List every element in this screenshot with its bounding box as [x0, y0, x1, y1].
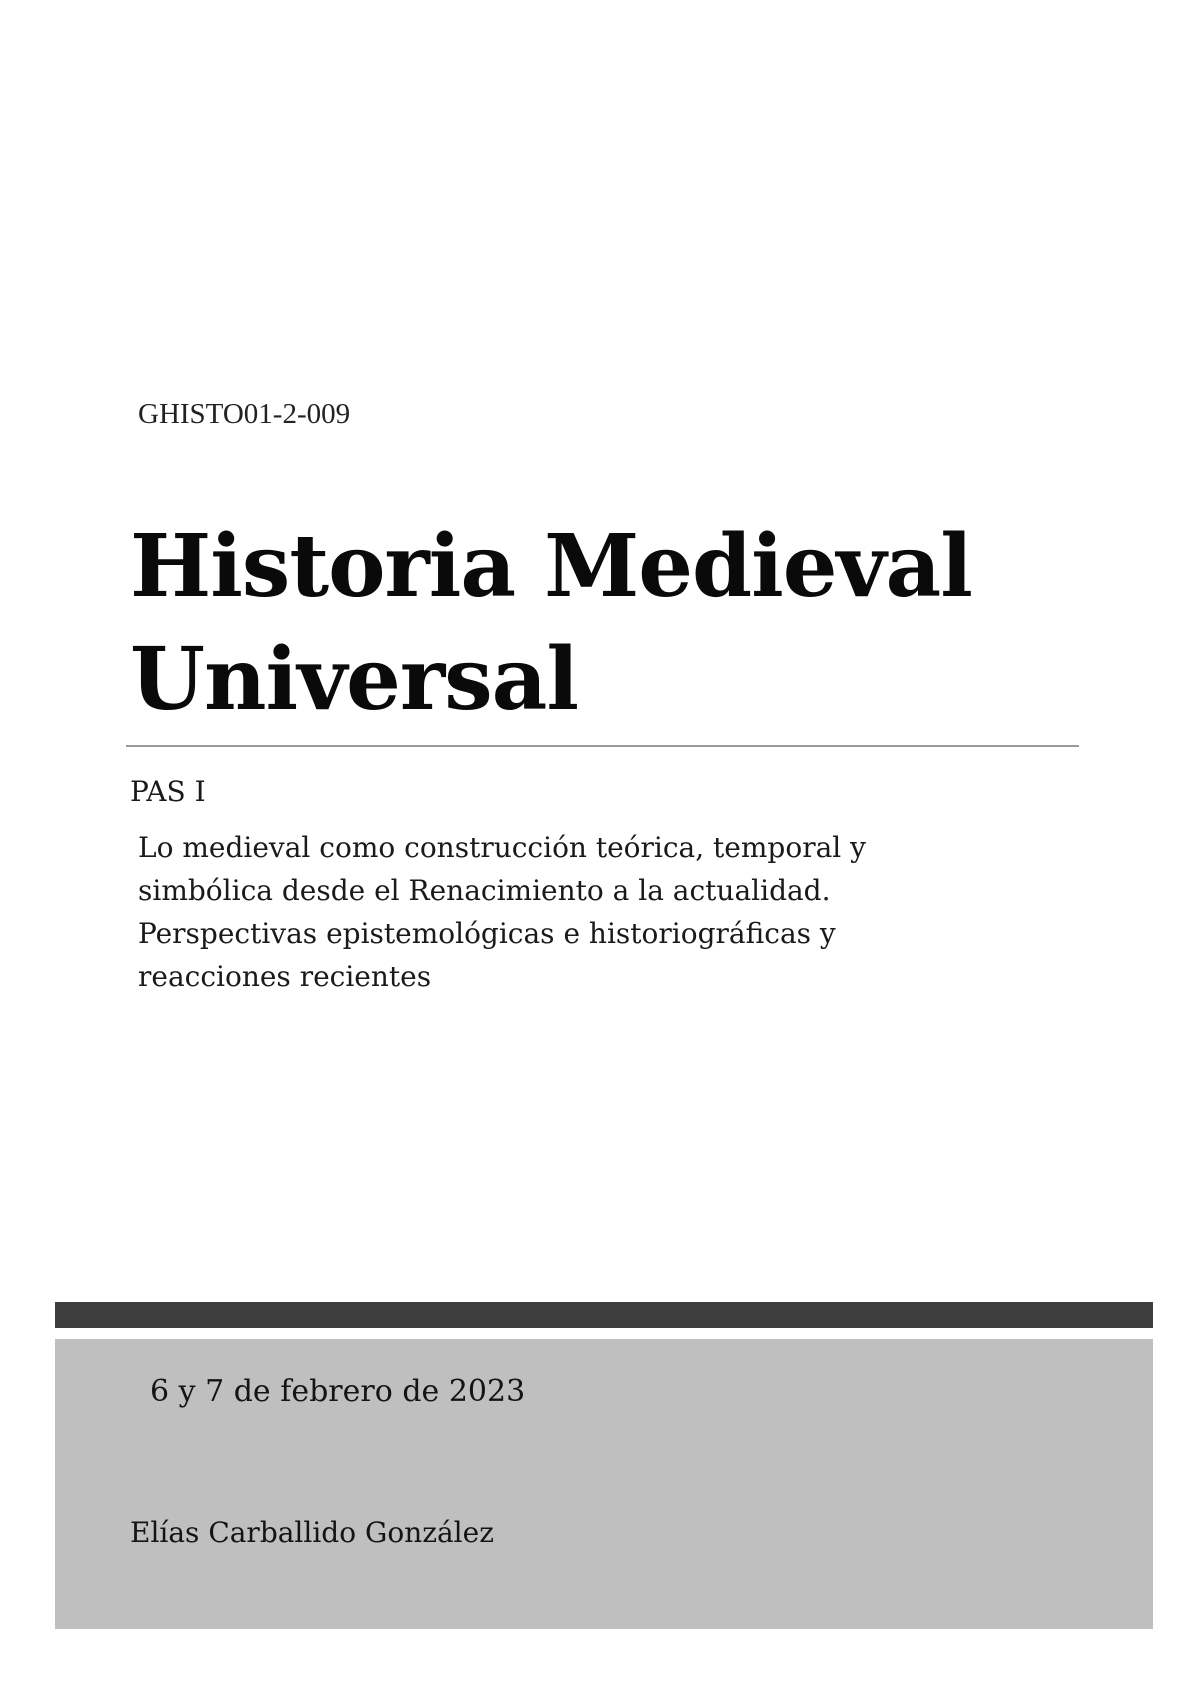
footer-dark-bar — [55, 1302, 1153, 1328]
document-title-line: Universal — [130, 629, 579, 730]
document-subtitle — [138, 826, 1038, 998]
author-name: Elías Carballido González — [130, 1516, 494, 1549]
document-title-line: Historia Medieval — [130, 516, 972, 617]
event-date: 6 y 7 de febrero de 2023 — [150, 1374, 526, 1409]
subtitle-line: reacciones recientes — [138, 960, 432, 993]
subtitle-line: simbólica desde el Renacimiento a la actualidad. — [138, 874, 831, 907]
course-code: GHISTO01-2-009 — [138, 398, 351, 430]
subtitle-line: Lo medieval como construcción teórica, temporal y — [138, 831, 866, 864]
document-title — [130, 510, 1090, 736]
title-divider — [126, 745, 1079, 747]
subtitle-line: Perspectivas epistemológicas e historiográficas y — [138, 917, 836, 950]
section-label: PAS I — [130, 775, 206, 808]
